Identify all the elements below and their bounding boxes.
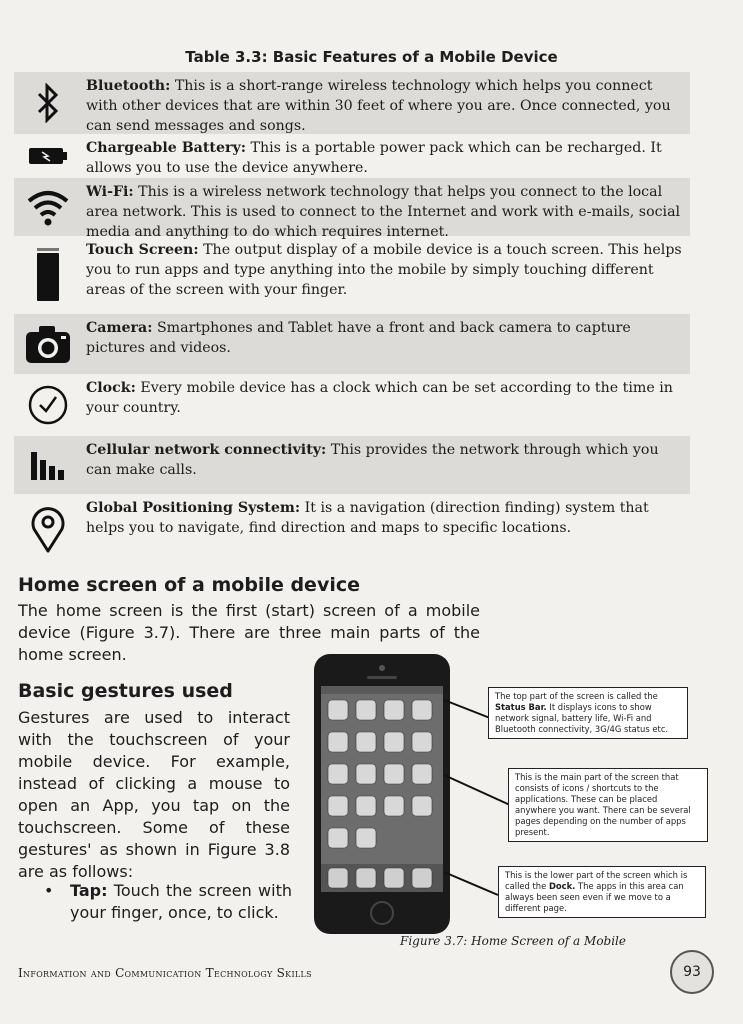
feature-term: Bluetooth: <box>86 78 171 94</box>
feature-desc: It is a navigation (direction finding) system that helps you to navigate, find direction and maps to specific locations. <box>86 500 649 536</box>
feature-desc: This provides the network through which you can make calls. <box>86 442 659 478</box>
feature-desc: This is a portable power pack which can be recharged. It allows you to use the device anywhere. <box>86 140 662 176</box>
callout-status-bar <box>488 687 688 739</box>
bullet-dot: • <box>44 881 54 900</box>
feature-term: Clock: <box>86 380 136 396</box>
page-footer: Information and Communication Technology Skills <box>18 966 312 980</box>
callout-text: The top part of the screen is called the <box>495 691 658 701</box>
section-heading-home-screen: Home screen of a mobile device <box>18 574 360 596</box>
feature-term: Camera: <box>86 320 153 336</box>
callout-text: This is the main part of the screen that consists of icons / shortcuts to the applications. These can be placed anywhere you want. There can be several pages depending on the number of apps present. <box>515 772 691 837</box>
callout-term: Dock. <box>548 881 576 891</box>
figure-caption: Figure 3.7: Home Screen of a Mobile <box>400 934 626 948</box>
feature-desc: Every mobile device has a clock which can be set according to the time in your country. <box>86 380 673 416</box>
callout-main-area <box>508 768 708 842</box>
feature-desc: This is a wireless network technology that helps you connect to the local area network. This is used to connect to the Internet and work with e-mails, social media and anything to do which requires internet. <box>86 184 681 240</box>
feature-term: Cellular network connectivity: <box>86 442 327 458</box>
feature-term: Touch Screen: <box>86 242 199 258</box>
bullet-term: Tap: <box>70 881 108 900</box>
feature-term: Wi-Fi: <box>86 184 134 200</box>
callout-dock <box>498 866 706 918</box>
callout-term: Status Bar. <box>495 702 547 712</box>
bullet-desc: Touch the screen with your finger, once, to click. <box>70 881 292 922</box>
callout-text: The apps in this area can always been seen even if we move to a different page. <box>505 881 684 913</box>
feature-desc: The output display of a mobile device is a touch screen. This helps you to run apps and type anything into the mobile by simply touching different areas of the screen with your finger. <box>86 242 682 298</box>
home-screen-paragraph: The home screen is the first (start) screen of a mobile device (Figure 3.7). There are three main parts of the home screen. <box>18 601 480 664</box>
table-title: Table 3.3: Basic Features of a Mobile Device <box>185 48 558 66</box>
section-heading-gestures: Basic gestures used <box>18 680 233 702</box>
callout-text: This is the lower part of the screen which is called the <box>505 870 688 891</box>
page-number: 93 <box>670 950 714 994</box>
feature-term: Chargeable Battery: <box>86 140 246 156</box>
feature-desc: Smartphones and Tablet have a front and back camera to capture pictures and videos. <box>86 320 631 356</box>
feature-desc: This is a short-range wireless technology which helps you connect with other devices that are within 30 feet of where you are. Once connected, you can send messages and songs. <box>86 78 671 134</box>
callout-text: It displays icons to show network signal, battery life, Wi-Fi and Bluetooth connectivity, 3G/4G status etc. <box>495 702 669 734</box>
feature-term: Global Positioning System: <box>86 500 301 516</box>
gestures-paragraph: Gestures are used to interact with the touchscreen of your mobile device. For example, instead of clicking a mouse to open an App, you tap on the touchscreen. Some of these gestures' as shown in Figure 3.8 are as follows: <box>18 708 290 881</box>
